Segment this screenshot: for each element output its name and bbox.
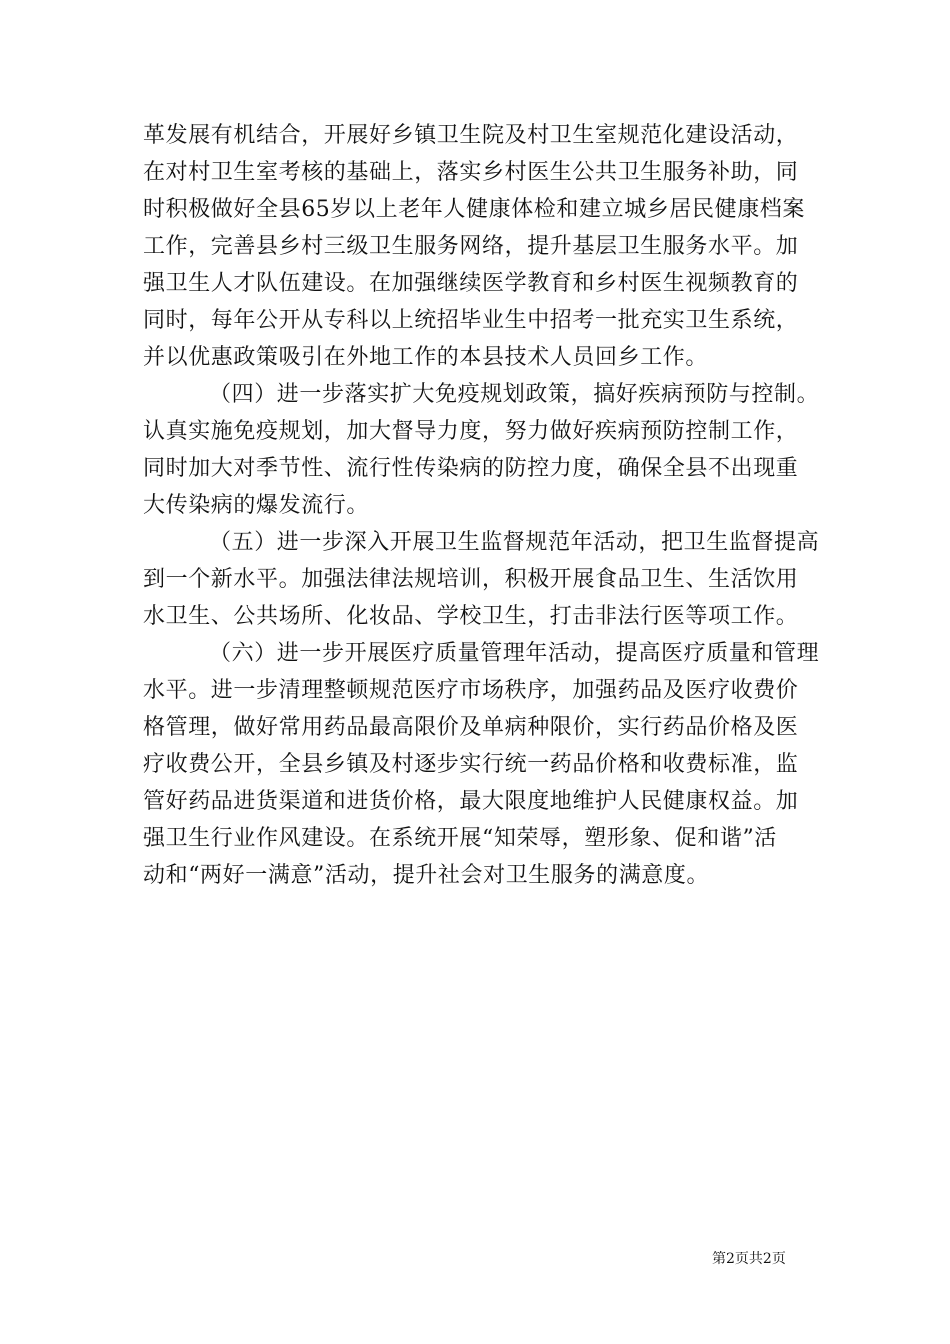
text-line: 强卫生行业作风建设。在系统开展“知荣辱，塑形象、促和谐”活 bbox=[143, 826, 777, 851]
text-line: 疗收费公开，全县乡镇及村逐步实行统一药品价格和收费标准，监 bbox=[143, 752, 799, 777]
paragraph-start-line: （四）进一步落实扩大免疫规划政策，搞好疾病预防与控制。 bbox=[209, 382, 820, 407]
text-line: 同时，每年公开从专科以上统招毕业生中招考一批充实卫生系统， bbox=[143, 308, 799, 333]
text-line: 在对村卫生室考核的基础上，落实乡村医生公共卫生服务补助，同 bbox=[143, 160, 799, 185]
paragraph-start-line: （五）进一步深入开展卫生监督规范年活动，把卫生监督提高 bbox=[209, 530, 820, 555]
text-line: 管好药品进货渠道和进货价格，最大限度地维护人民健康权益。加 bbox=[143, 789, 799, 814]
text-line: 到一个新水平。加强法律法规培训，积极开展食品卫生、生活饮用 bbox=[143, 567, 799, 592]
text-line: 革发展有机结合，开展好乡镇卫生院及村卫生室规范化建设活动， bbox=[143, 123, 799, 148]
text-line: 同时加大对季节性、流行性传染病的防控力度，确保全县不出现重 bbox=[143, 456, 799, 481]
text-line: 水平。进一步清理整顿规范医疗市场秩序，加强药品及医疗收费价 bbox=[143, 678, 799, 703]
text-line: 并以优惠政策吸引在外地工作的本县技术人员回乡工作。 bbox=[143, 345, 709, 370]
paragraph-start-line: （六）进一步开展医疗质量管理年活动，提高医疗质量和管理 bbox=[209, 641, 820, 666]
text-line: 时积极做好全县65岁以上老年人健康体检和建立城乡居民健康档案 bbox=[143, 197, 805, 222]
text-line: 格管理，做好常用药品最高限价及单病种限价，实行药品价格及医 bbox=[143, 715, 799, 740]
text-line: 认真实施免疫规划，加大督导力度，努力做好疾病预防控制工作， bbox=[143, 419, 799, 444]
document-body bbox=[143, 117, 820, 894]
text-line: 水卫生、公共场所、化妆品、学校卫生，打击非法行医等项工作。 bbox=[143, 604, 799, 629]
text-line: 强卫生人才队伍建设。在加强继续医学教育和乡村医生视频教育的 bbox=[143, 271, 799, 296]
text-line: 动和“两好一满意”活动，提升社会对卫生服务的满意度。 bbox=[143, 863, 710, 888]
text-line: 大传染病的爆发流行。 bbox=[143, 493, 370, 518]
text-line: 工作，完善县乡村三级卫生服务网络，提升基层卫生服务水平。加 bbox=[143, 234, 799, 259]
page-number: 第2页共2页 bbox=[712, 1251, 786, 1267]
